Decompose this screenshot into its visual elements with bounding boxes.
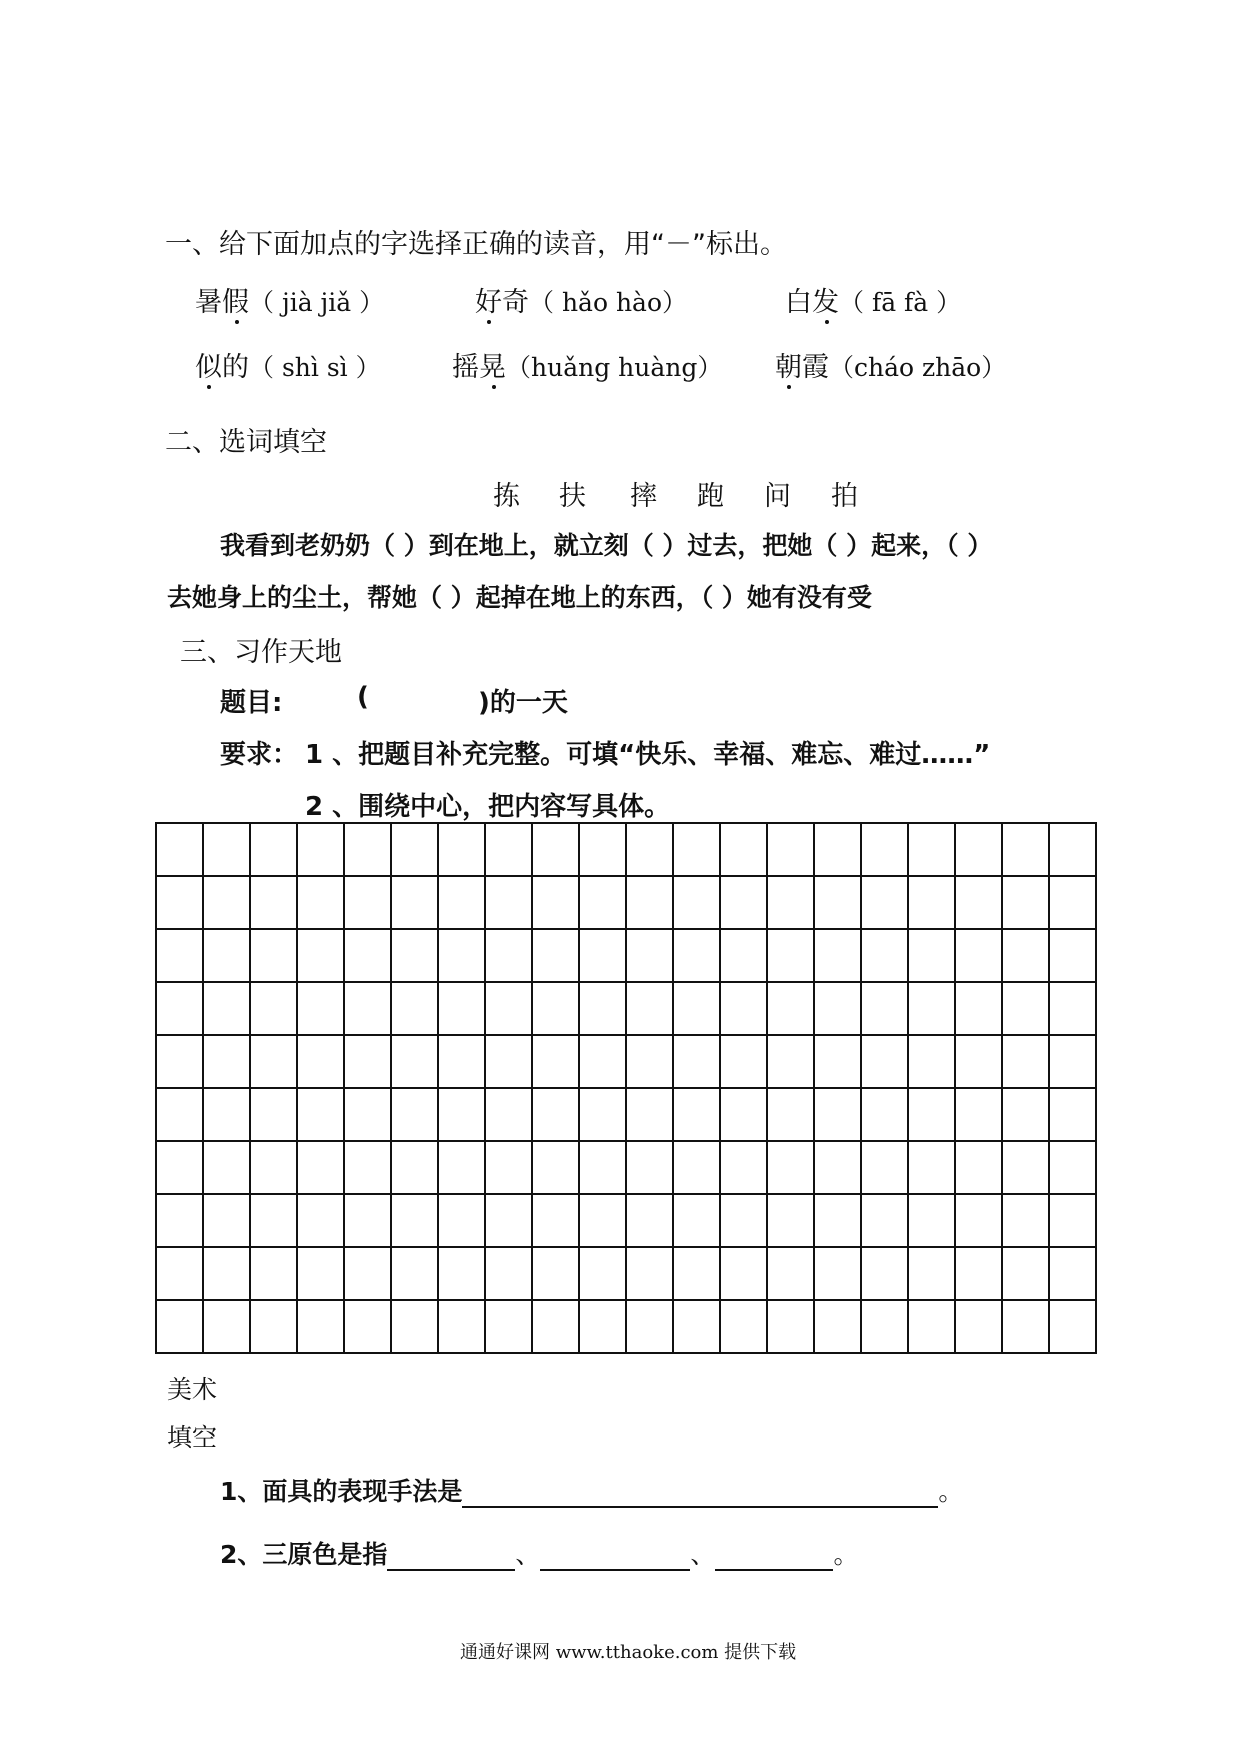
- grid-cell[interactable]: [720, 982, 767, 1035]
- grid-cell[interactable]: [156, 1088, 203, 1141]
- grid-cell[interactable]: [156, 876, 203, 929]
- item-pinyin: （cháo zhāo）: [829, 353, 1007, 382]
- footer-credit: 通通好课网 www.tthaoke.com 提供下载: [460, 1642, 797, 1663]
- grid-cell[interactable]: [203, 1035, 250, 1088]
- grid-cell[interactable]: [532, 1194, 579, 1247]
- grid-cell[interactable]: [767, 1035, 814, 1088]
- grid-cell[interactable]: [156, 823, 203, 876]
- section3-title: 三、习作天地: [180, 637, 342, 668]
- grid-cell[interactable]: [391, 1035, 438, 1088]
- grid-cell[interactable]: [250, 982, 297, 1035]
- art-subtitle: 填空: [167, 1423, 218, 1452]
- grid-cell[interactable]: [344, 1035, 391, 1088]
- q2-answer-blank-1[interactable]: [387, 1541, 515, 1571]
- grid-cell[interactable]: [485, 982, 532, 1035]
- grid-cell[interactable]: [814, 929, 861, 982]
- grid-cell[interactable]: [908, 1247, 955, 1300]
- grid-cell[interactable]: [673, 1194, 720, 1247]
- grid-cell[interactable]: [203, 823, 250, 876]
- grid-cell[interactable]: [720, 823, 767, 876]
- q2-sep-1: 、: [515, 1540, 541, 1569]
- grid-cell[interactable]: [767, 1194, 814, 1247]
- grid-cell[interactable]: [579, 1300, 626, 1353]
- grid-cell[interactable]: [720, 1035, 767, 1088]
- grid-cell[interactable]: [203, 1141, 250, 1194]
- grid-cell[interactable]: [1002, 823, 1049, 876]
- grid-cell[interactable]: [720, 1300, 767, 1353]
- requirement-2: 2 、围绕中心，把内容写具体。: [305, 792, 671, 822]
- grid-cell[interactable]: [720, 876, 767, 929]
- item-word: 似的: [195, 352, 249, 383]
- grid-cell[interactable]: [626, 982, 673, 1035]
- grid-cell[interactable]: [485, 1300, 532, 1353]
- grid-cell[interactable]: [767, 1247, 814, 1300]
- grid-cell[interactable]: [626, 876, 673, 929]
- grid-cell[interactable]: [861, 1141, 908, 1194]
- grid-cell[interactable]: [532, 1141, 579, 1194]
- pinyin-item: [785, 280, 961, 319]
- grid-cell[interactable]: [156, 1035, 203, 1088]
- item-word: 暑假: [195, 287, 249, 318]
- grid-cell[interactable]: [955, 1088, 1002, 1141]
- word-bank-item: 问: [764, 481, 791, 512]
- grid-cell[interactable]: [1049, 1035, 1096, 1088]
- grid-cell[interactable]: [297, 876, 344, 929]
- pinyin-item: [195, 280, 384, 319]
- grid-cell[interactable]: [1002, 1141, 1049, 1194]
- q2-sep-2: 、: [690, 1540, 716, 1569]
- grid-cell[interactable]: [156, 1141, 203, 1194]
- requirement-1: 1 、把题目补充完整。可填“快乐、幸福、难忘、难过……”: [305, 740, 991, 770]
- grid-cell[interactable]: [532, 1300, 579, 1353]
- grid-cell[interactable]: [344, 876, 391, 929]
- grid-cell[interactable]: [579, 1247, 626, 1300]
- emphasis-dot: [825, 320, 829, 324]
- grid-cell[interactable]: [203, 982, 250, 1035]
- pinyin-item: [475, 280, 687, 319]
- grid-cell[interactable]: [767, 1141, 814, 1194]
- emphasis-dot: [487, 320, 491, 324]
- item-pinyin: （ fā fà ）: [839, 288, 962, 317]
- grid-cell[interactable]: [1002, 1088, 1049, 1141]
- grid-cell[interactable]: [673, 1035, 720, 1088]
- grid-cell[interactable]: [438, 1247, 485, 1300]
- grid-cell[interactable]: [1049, 876, 1096, 929]
- grid-cell[interactable]: [955, 929, 1002, 982]
- grid-cell[interactable]: [767, 876, 814, 929]
- grid-cell[interactable]: [1002, 929, 1049, 982]
- grid-cell[interactable]: [626, 1141, 673, 1194]
- grid-cell[interactable]: [297, 1141, 344, 1194]
- grid-cell[interactable]: [1049, 823, 1096, 876]
- grid-cell[interactable]: [1002, 1300, 1049, 1353]
- grid-cell[interactable]: [861, 982, 908, 1035]
- grid-cell[interactable]: [532, 876, 579, 929]
- word-bank-item: 拍: [831, 481, 858, 512]
- grid-cell[interactable]: [485, 876, 532, 929]
- grid-cell[interactable]: [203, 1247, 250, 1300]
- grid-cell[interactable]: [485, 929, 532, 982]
- grid-cell[interactable]: [438, 1141, 485, 1194]
- grid-cell[interactable]: [626, 1247, 673, 1300]
- emphasis-dot: [492, 385, 496, 389]
- item-word: 白发: [785, 287, 839, 318]
- q2-end: 。: [833, 1540, 859, 1569]
- grid-cell[interactable]: [438, 876, 485, 929]
- grid-cell[interactable]: [814, 1035, 861, 1088]
- grid-cell[interactable]: [579, 876, 626, 929]
- grid-cell[interactable]: [673, 1088, 720, 1141]
- grid-cell[interactable]: [532, 929, 579, 982]
- q1-end: 。: [938, 1477, 964, 1506]
- grid-cell[interactable]: [579, 823, 626, 876]
- grid-cell[interactable]: [908, 1035, 955, 1088]
- grid-cell[interactable]: [532, 1035, 579, 1088]
- word-bank-item: 扶: [559, 481, 586, 512]
- q2-text: 2、三原色是指: [220, 1540, 388, 1569]
- section2-title: 二、选词填空: [165, 427, 327, 458]
- grid-cell[interactable]: [955, 1035, 1002, 1088]
- grid-cell[interactable]: [438, 1088, 485, 1141]
- grid-cell[interactable]: [673, 1141, 720, 1194]
- fill-sentence-line-1: 我看到老奶奶（ ）到在地上，就立刻（ ）过去，把她（ ）起来，（ ）: [220, 531, 993, 560]
- grid-cell[interactable]: [344, 823, 391, 876]
- grid-cell[interactable]: [344, 1300, 391, 1353]
- grid-cell[interactable]: [908, 1194, 955, 1247]
- grid-cell[interactable]: [1049, 1247, 1096, 1300]
- grid-cell[interactable]: [1049, 1300, 1096, 1353]
- grid-cell[interactable]: [203, 1088, 250, 1141]
- grid-cell[interactable]: [861, 1035, 908, 1088]
- grid-cell[interactable]: [673, 823, 720, 876]
- pinyin-item: [775, 345, 1006, 384]
- grid-cell[interactable]: [814, 1194, 861, 1247]
- grid-cell[interactable]: [250, 1247, 297, 1300]
- grid-cell[interactable]: [579, 1088, 626, 1141]
- topic-close-text: )的一天: [478, 688, 568, 718]
- grid-cell[interactable]: [955, 823, 1002, 876]
- art-question-2: [220, 1535, 858, 1571]
- grid-cell[interactable]: [1049, 1088, 1096, 1141]
- grid-cell[interactable]: [955, 1194, 1002, 1247]
- grid-cell[interactable]: [767, 823, 814, 876]
- grid-cell[interactable]: [908, 876, 955, 929]
- grid-cell[interactable]: [297, 823, 344, 876]
- grid-cell[interactable]: [532, 982, 579, 1035]
- grid-cell[interactable]: [485, 1194, 532, 1247]
- item-pinyin: （huǎng huàng）: [506, 353, 723, 382]
- grid-cell[interactable]: [673, 929, 720, 982]
- grid-cell[interactable]: [814, 1088, 861, 1141]
- word-bank-item: 拣: [493, 481, 520, 512]
- grid-cell[interactable]: [297, 929, 344, 982]
- grid-cell[interactable]: [203, 1300, 250, 1353]
- q1-answer-blank[interactable]: [462, 1478, 938, 1508]
- grid-cell[interactable]: [767, 929, 814, 982]
- grid-cell[interactable]: [438, 982, 485, 1035]
- grid-cell[interactable]: [1049, 982, 1096, 1035]
- grid-cell[interactable]: [1049, 1141, 1096, 1194]
- grid-cell[interactable]: [1002, 1247, 1049, 1300]
- grid-cell[interactable]: [391, 1088, 438, 1141]
- grid-cell[interactable]: [391, 876, 438, 929]
- grid-cell[interactable]: [485, 1141, 532, 1194]
- grid-cell[interactable]: [438, 1035, 485, 1088]
- grid-cell[interactable]: [203, 876, 250, 929]
- grid-cell[interactable]: [391, 982, 438, 1035]
- grid-cell[interactable]: [1002, 876, 1049, 929]
- grid-cell[interactable]: [626, 823, 673, 876]
- grid-cell[interactable]: [344, 982, 391, 1035]
- grid-cell[interactable]: [579, 1035, 626, 1088]
- grid-cell[interactable]: [156, 929, 203, 982]
- topic-open-paren: (: [357, 682, 369, 712]
- emphasis-dot: [207, 385, 211, 389]
- word-bank-item: 摔: [630, 481, 657, 512]
- grid-cell[interactable]: [297, 1247, 344, 1300]
- grid-cell[interactable]: [861, 929, 908, 982]
- grid-cell[interactable]: [156, 1194, 203, 1247]
- requirements-label: 要求：: [220, 740, 299, 770]
- grid-cell[interactable]: [579, 929, 626, 982]
- item-word: 朝霞: [775, 352, 829, 383]
- item-pinyin: （ hǎo hào）: [529, 288, 688, 317]
- pinyin-item: [195, 345, 381, 384]
- grid-cell[interactable]: [203, 1194, 250, 1247]
- grid-cell[interactable]: [579, 1141, 626, 1194]
- grid-cell[interactable]: [814, 1141, 861, 1194]
- item-pinyin: （ jià jiǎ ）: [249, 288, 385, 317]
- grid-cell[interactable]: [720, 929, 767, 982]
- emphasis-dot: [235, 320, 239, 324]
- grid-cell[interactable]: [955, 1141, 1002, 1194]
- pinyin-item: [452, 345, 722, 384]
- grid-cell[interactable]: [438, 823, 485, 876]
- grid-cell[interactable]: [861, 1088, 908, 1141]
- grid-cell[interactable]: [861, 876, 908, 929]
- grid-cell[interactable]: [767, 982, 814, 1035]
- grid-cell[interactable]: [250, 1300, 297, 1353]
- item-word: 好奇: [475, 287, 529, 318]
- grid-cell[interactable]: [344, 1141, 391, 1194]
- grid-cell[interactable]: [861, 1247, 908, 1300]
- grid-cell[interactable]: [532, 1247, 579, 1300]
- grid-cell[interactable]: [344, 1247, 391, 1300]
- grid-cell[interactable]: [814, 876, 861, 929]
- grid-cell[interactable]: [297, 1088, 344, 1141]
- grid-cell[interactable]: [1049, 929, 1096, 982]
- grid-cell[interactable]: [250, 1194, 297, 1247]
- grid-cell[interactable]: [485, 823, 532, 876]
- grid-cell[interactable]: [438, 1300, 485, 1353]
- grid-cell[interactable]: [626, 1300, 673, 1353]
- grid-cell[interactable]: [955, 1247, 1002, 1300]
- word-bank-item: 跑: [697, 481, 724, 512]
- grid-cell[interactable]: [532, 1088, 579, 1141]
- grid-cell[interactable]: [344, 1194, 391, 1247]
- grid-cell[interactable]: [297, 1194, 344, 1247]
- grid-cell[interactable]: [908, 982, 955, 1035]
- grid-cell[interactable]: [344, 1088, 391, 1141]
- grid-cell[interactable]: [908, 1141, 955, 1194]
- grid-cell[interactable]: [1002, 982, 1049, 1035]
- grid-cell[interactable]: [250, 1035, 297, 1088]
- item-word: 摇晃: [452, 352, 506, 383]
- grid-cell[interactable]: [955, 1300, 1002, 1353]
- grid-cell[interactable]: [814, 823, 861, 876]
- grid-cell[interactable]: [626, 1194, 673, 1247]
- grid-cell[interactable]: [391, 1300, 438, 1353]
- grid-cell[interactable]: [767, 1300, 814, 1353]
- grid-cell[interactable]: [485, 1247, 532, 1300]
- grid-cell[interactable]: [720, 1247, 767, 1300]
- grid-cell[interactable]: [673, 982, 720, 1035]
- grid-cell[interactable]: [391, 1194, 438, 1247]
- grid-cell[interactable]: [814, 982, 861, 1035]
- grid-cell[interactable]: [391, 1247, 438, 1300]
- grid-cell[interactable]: [156, 982, 203, 1035]
- section1-title: 一、给下面加点的字选择正确的读音，用“－”标出。: [165, 229, 787, 260]
- topic-label: 题目:: [220, 688, 283, 718]
- grid-cell[interactable]: [908, 823, 955, 876]
- grid-cell[interactable]: [297, 1035, 344, 1088]
- grid-cell[interactable]: [1002, 1194, 1049, 1247]
- grid-cell[interactable]: [861, 823, 908, 876]
- q2-answer-blank-3[interactable]: [715, 1541, 833, 1571]
- grid-cell[interactable]: [156, 1247, 203, 1300]
- grid-cell[interactable]: [955, 876, 1002, 929]
- grid-cell[interactable]: [720, 1088, 767, 1141]
- grid-cell[interactable]: [908, 1088, 955, 1141]
- grid-cell[interactable]: [861, 1300, 908, 1353]
- grid-cell[interactable]: [908, 929, 955, 982]
- grid-cell[interactable]: [485, 1088, 532, 1141]
- grid-cell[interactable]: [955, 982, 1002, 1035]
- grid-cell[interactable]: [1049, 1194, 1096, 1247]
- art-title: 美术: [167, 1375, 218, 1404]
- grid-cell[interactable]: [250, 1141, 297, 1194]
- composition-grid[interactable]: [155, 822, 1097, 1354]
- grid-cell[interactable]: [720, 1141, 767, 1194]
- grid-cell[interactable]: [626, 1088, 673, 1141]
- grid-cell[interactable]: [908, 1300, 955, 1353]
- grid-cell[interactable]: [720, 1194, 767, 1247]
- q2-answer-blank-2[interactable]: [540, 1541, 690, 1571]
- grid-cell[interactable]: [1002, 1035, 1049, 1088]
- grid-cell[interactable]: [673, 876, 720, 929]
- grid-cell[interactable]: [767, 1088, 814, 1141]
- grid-cell[interactable]: [250, 1088, 297, 1141]
- fill-sentence-line-2: 去她身上的尘土，帮她（ ）起掉在地上的东西，（ ）她有没有受: [167, 583, 872, 612]
- grid-cell[interactable]: [579, 982, 626, 1035]
- grid-cell[interactable]: [579, 1194, 626, 1247]
- grid-cell[interactable]: [250, 823, 297, 876]
- grid-cell[interactable]: [156, 1300, 203, 1353]
- grid-cell[interactable]: [861, 1194, 908, 1247]
- grid-cell[interactable]: [673, 1300, 720, 1353]
- grid-cell[interactable]: [203, 929, 250, 982]
- emphasis-dot: [787, 385, 791, 389]
- item-pinyin: （ shì sì ）: [249, 353, 381, 382]
- grid-cell[interactable]: [250, 929, 297, 982]
- q1-text: 1、面具的表现手法是: [220, 1477, 463, 1506]
- grid-cell[interactable]: [814, 1300, 861, 1353]
- grid-cell[interactable]: [250, 876, 297, 929]
- grid-cell[interactable]: [438, 929, 485, 982]
- grid-cell[interactable]: [626, 929, 673, 982]
- grid-cell[interactable]: [344, 929, 391, 982]
- grid-cell[interactable]: [391, 1141, 438, 1194]
- art-question-1: [220, 1472, 963, 1508]
- grid-cell[interactable]: [626, 1035, 673, 1088]
- grid-cell[interactable]: [438, 1194, 485, 1247]
- grid-cell[interactable]: [391, 929, 438, 982]
- grid-cell[interactable]: [391, 823, 438, 876]
- grid-cell[interactable]: [673, 1247, 720, 1300]
- grid-cell[interactable]: [485, 1035, 532, 1088]
- grid-cell[interactable]: [297, 1300, 344, 1353]
- grid-cell[interactable]: [297, 982, 344, 1035]
- grid-cell[interactable]: [532, 823, 579, 876]
- grid-cell[interactable]: [814, 1247, 861, 1300]
